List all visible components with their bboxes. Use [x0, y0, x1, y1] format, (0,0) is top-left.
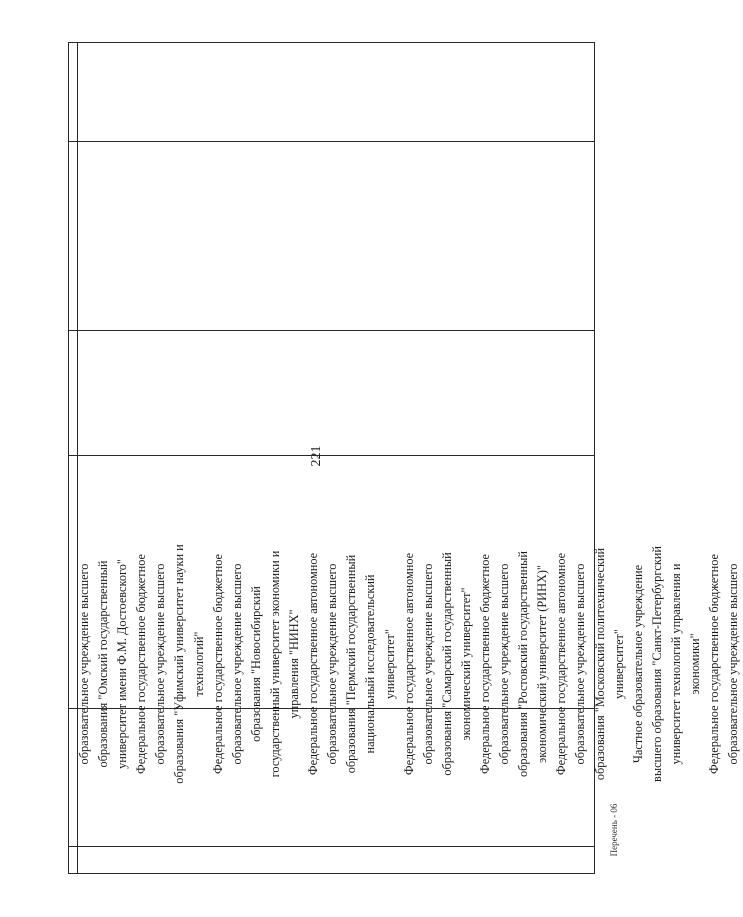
document-text-line: образовательное учреждение высшего: [420, 563, 435, 765]
document-text-line: образования "Уфимский университет науки и: [172, 544, 187, 784]
document-text-line: государственный университет экономики и: [267, 550, 282, 778]
document-text-line: высшего образования "Санкт-Петербургский: [649, 546, 664, 782]
document-text-line: университет технологий управления и: [668, 563, 683, 765]
document-text-line: образовательное учреждение высшего: [325, 563, 340, 765]
document-text-line: Федеральное государственное бюджетное: [134, 554, 149, 774]
document-text-line: образования "Пермский государственный: [344, 554, 359, 774]
page-number: 221: [309, 445, 324, 467]
document-text-line: управления "НИНХ": [287, 609, 302, 719]
document-text-line: образовательное учреждение высшего: [726, 563, 741, 765]
document-text-line: экономики": [688, 633, 702, 695]
document-text-line: Федеральное государственное автономное: [554, 552, 569, 776]
document-text-line: экономический университет (РИНХ)": [535, 565, 550, 763]
document-text-line: образовательное учреждение высшего: [573, 563, 588, 765]
document-text-line: университет": [382, 629, 397, 699]
document-text-line: национальный исследовательский: [363, 574, 378, 754]
document-text-line: образования "Самарский государственный: [439, 552, 454, 776]
document-text-line: образовательное учреждение высшего: [77, 563, 91, 765]
document-text-line: экономический университет": [458, 587, 473, 741]
document-text-line: университет имени Ф.М. Достоевского": [115, 559, 130, 769]
document-text-line: университет": [611, 629, 626, 699]
document-text-line: Федеральное государственное бюджетное: [477, 554, 492, 774]
document-text-line: Частное образовательное учреждение: [630, 564, 645, 764]
table-row-divider: [69, 330, 594, 331]
document-text-line: Федеральное государственное автономное: [401, 552, 416, 776]
document-text-line: Федеральное государственное автономное: [306, 552, 321, 776]
table-row-divider: [69, 141, 594, 142]
document-text-line: Федеральное государственное бюджетное: [707, 554, 722, 774]
footer-label: Перечень - 06: [609, 803, 619, 857]
document-text-line: Федеральное государственное бюджетное: [210, 554, 225, 774]
document-text-line: образовательное учреждение высшего: [153, 563, 168, 765]
document-text-line: технологий": [191, 631, 206, 697]
document-text-line: образования "Ростовский государственный: [516, 551, 531, 777]
document-text-line: образовательное учреждение высшего: [229, 563, 244, 765]
document-text-line: образования "Новосибирский: [248, 586, 263, 742]
document-text-line: образовательное учреждение высшего: [497, 563, 512, 765]
document-text-line: образования "Омский государственный: [96, 560, 111, 768]
document-text-line: образования "Московский политехнический: [592, 547, 607, 781]
